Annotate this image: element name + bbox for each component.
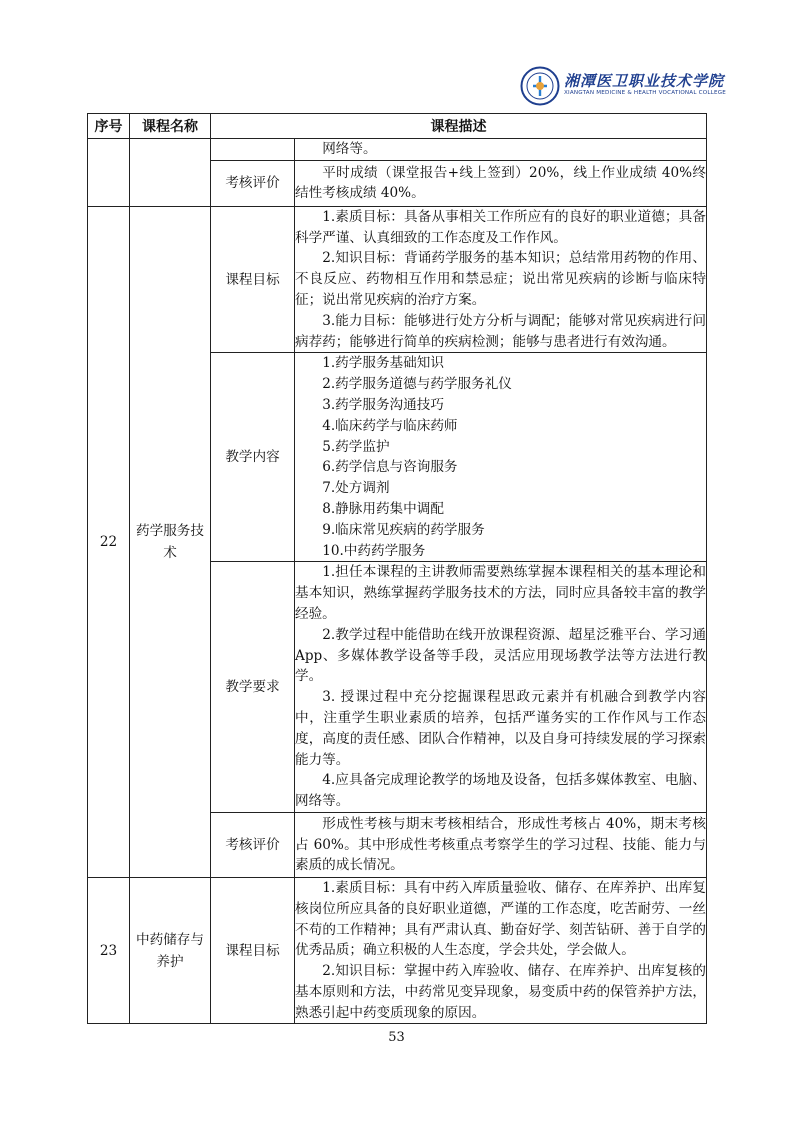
table-row <box>88 139 707 161</box>
goal-item: 2.知识目标：掌握中药入库验收、储存、在库养护、出库复核的基本原则和方法，中药常见变异现象，易变质中药的保管养护方法，熟悉引起中药变质现象的原因。 <box>295 963 706 1021</box>
header-index: 序号 <box>88 114 130 139</box>
header-course-name: 课程名称 <box>130 114 211 139</box>
req-item: 3. 授课过程中充分挖掘课程思政元素并有机融合到教学内容中，注重学生职业素质的培养，包括严谨务实的工作作风与工作态度，高度的责任感、团队合作精神，以及自身可持续发展的学习探索能力等。 <box>295 689 706 768</box>
req-item: 2.教学过程中能借助在线开放课程资源、超星泛雅平台、学习通 App、多媒体教学设备等手段，灵活应用现场教学法等方法进行教学。 <box>295 626 706 685</box>
course-23-name: 中药储存与养护 <box>130 877 211 1024</box>
course-22-name: 药学服务技术 <box>130 206 211 877</box>
course-22-assess-label: 考核评价 <box>211 812 295 877</box>
goal-item: 1.素质目标：具有中药入库质量验收、储存、在库养护、出库复核岗位所应具备的良好职业道德，严谨的工作态度，吃苦耐劳、一丝不苟的工作精神；具有严肃认真、勤奋好学、刻苦钻研、善于自学的优秀品质；确立积极的人生态度，学会共处，学会做人。 <box>295 879 706 959</box>
course-22-contents <box>295 353 707 562</box>
cont-assess-text: 平时成绩（课堂报告+线上签到）20%，线上作业成绩 40%终结性考核成绩 40%。 <box>295 160 707 206</box>
list-item: 7.处方调剂 <box>322 480 390 497</box>
school-logo <box>520 66 726 110</box>
header-course-desc: 课程描述 <box>211 114 707 139</box>
course-22-index: 22 <box>88 206 130 877</box>
table-row <box>88 877 707 1024</box>
goal-item: 1.素质目标：具备从事相关工作所应有的良好的职业道德；具备科学严谨、认真细致的工作态度及工作作风。 <box>295 208 706 246</box>
list-item: 3.药学服务沟通技巧 <box>322 396 444 413</box>
list-item: 8.静脉用药集中调配 <box>322 500 444 517</box>
cont-network-text: 网络等。 <box>295 139 707 161</box>
list-item: 5.药学监护 <box>322 438 390 455</box>
list-item: 1.药学服务基础知识 <box>322 355 444 372</box>
course-22-content-label: 教学内容 <box>211 353 295 562</box>
course-22-assess: 形成性考核与期末考核相结合，形成性考核占 40%，期末考核占 60%。其中形成性考核重点考察学生的学习过程、技能、能力与素质的成长情况。 <box>295 812 707 877</box>
list-item: 6.药学信息与咨询服务 <box>322 459 458 476</box>
cont-name-cell <box>130 139 211 207</box>
list-item: 2.药学服务道德与药学服务礼仪 <box>322 376 512 393</box>
course-22-goals <box>295 206 707 353</box>
table-row <box>88 206 707 353</box>
list-item: 9.临床常见疾病的药学服务 <box>322 521 485 538</box>
school-name-en: XIANGTAN MEDICINE & HEALTH VOCATIONAL COLLEGE <box>564 90 726 96</box>
req-item: 1.担任本课程的主讲教师需要熟练掌握本课程相关的基本理论和基本知识，熟练掌握药学服务技术的方法，同时应具备较丰富的教学经验。 <box>295 564 706 622</box>
req-item: 4.应具备完成理论教学的场地及设备，包括多媒体教室、电脑、网络等。 <box>295 772 706 810</box>
cont-index-cell <box>88 139 130 207</box>
page-number: 53 <box>388 1030 405 1045</box>
cont-label-cell <box>211 139 295 161</box>
list-item: 4.临床药学与临床药师 <box>322 417 458 434</box>
course-22-reqs <box>295 562 707 813</box>
course-22-goal-label: 课程目标 <box>211 206 295 353</box>
course-23-goals <box>295 877 707 1024</box>
goal-item: 2.知识目标：背诵药学服务的基本知识；总结常用药物的作用、不良反应、药物相互作用和禁忌症；说出常见疾病的诊断与临床特征；说出常见疾病的治疗方案。 <box>295 250 706 308</box>
school-name-cn: 湘潭医卫职业技术学院 <box>564 72 725 90</box>
course-23-index: 23 <box>88 877 130 1024</box>
school-seal-icon <box>520 66 560 106</box>
course-22-req-label: 教学要求 <box>211 562 295 813</box>
course-table <box>87 113 707 1024</box>
course-23-goal-label: 课程目标 <box>211 877 295 1024</box>
table-header-row <box>88 114 707 139</box>
list-item: 10.中药药学服务 <box>322 542 426 559</box>
cont-assess-label: 考核评价 <box>211 160 295 206</box>
goal-item: 3.能力目标：能够进行处方分析与调配；能够对常见疾病进行问病荐药；能够进行简单的疾病检测；能够与患者进行有效沟通。 <box>295 312 706 350</box>
